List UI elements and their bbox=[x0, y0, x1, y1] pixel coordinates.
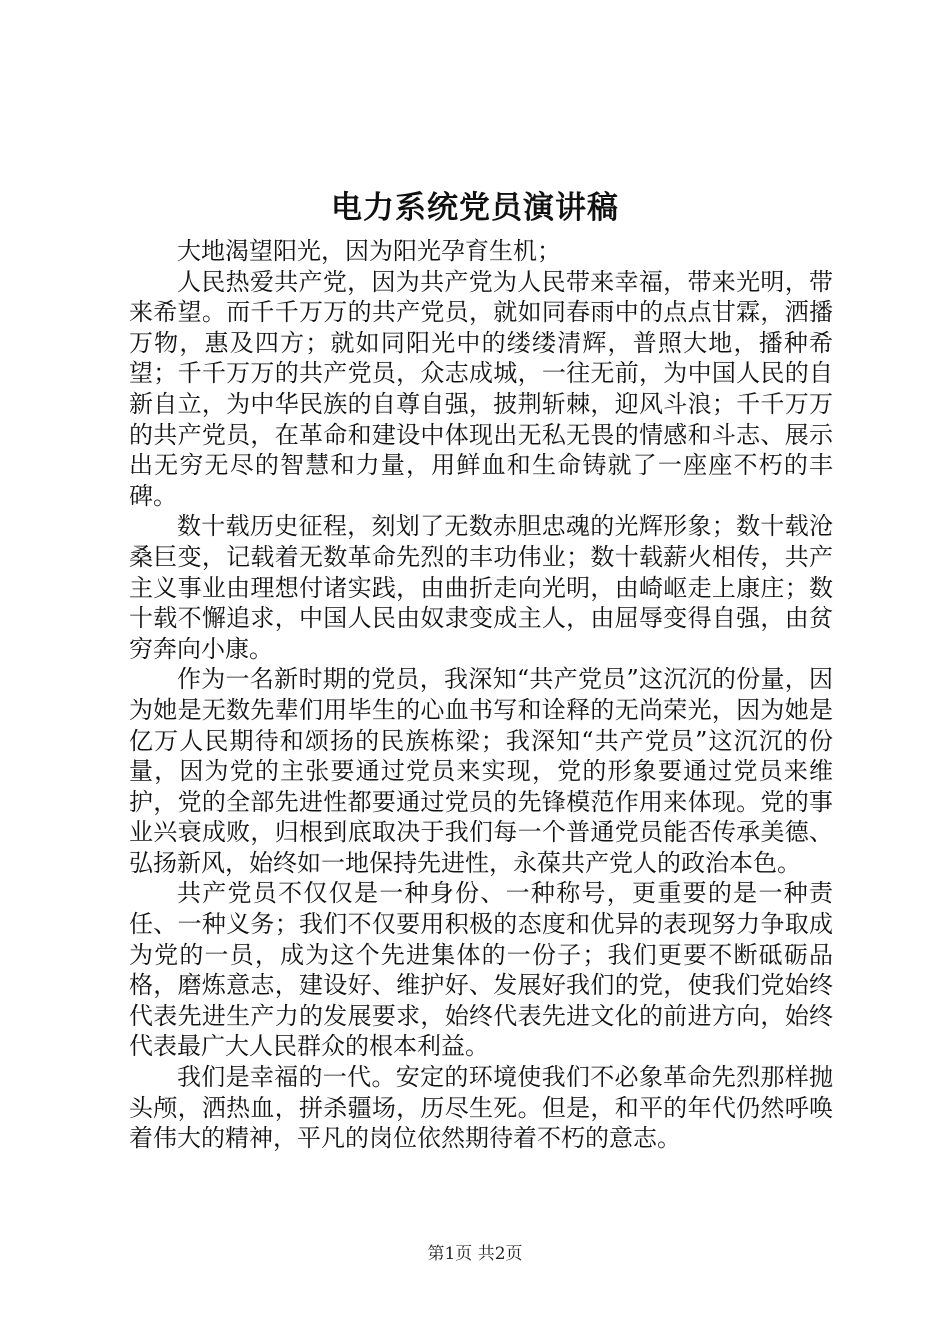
page-number-footer: 第1页 共2页 bbox=[427, 1244, 523, 1264]
paragraph: 人民热爱共产党，因为共产党为人民带来幸福，带来光明，带来希望。而千千万万的共产党员，就如同春雨中的点点甘霖，洒播万物，惠及四方；就如同阳光中的缕缕清辉，普照大地，播种希望；千千万万的共产党员，众志成城，一往无前，为中国人民的自新自立，为中华民族的自尊自强，披荆斩棘，迎风斗浪；千千万万的共产党员，在革命和建设中体现出无私无畏的情感和斗志、展示出无穷无尽的智慧和力量，用鲜血和生命铸就了一座座不朽的丰碑。 bbox=[129, 267, 833, 510]
paragraph: 共产党员不仅仅是一种身份、一种称号，更重要的是一种责任、一种义务；我们不仅要用积极的态度和优异的表现努力争取成为党的一员，成为这个先进集体的一份子；我们更要不断砥砺品格，磨炼意志，建设好、维护好、发展好我们的党，使我们党始终代表先进生产力的发展要求，始终代表先进文化的前进方向，始终代表最广大人民群众的根本利益。 bbox=[129, 879, 833, 1061]
paragraph: 我们是幸福的一代。安定的环境使我们不必象革命先烈那样抛头颅，洒热血，拼杀疆场，历尽生死。但是，和平的年代仍然呼唤着伟大的精神，平凡的岗位依然期待着不朽的意志。 bbox=[129, 1063, 833, 1153]
document-title: 电力系统党员演讲稿 bbox=[331, 190, 619, 226]
document-body bbox=[129, 236, 833, 1154]
paragraph: 大地渴望阳光，因为阳光孕育生机； bbox=[177, 237, 561, 265]
paragraph: 作为一名新时期的党员，我深知“共产党员”这沉沉的份量，因为她是无数先辈们用毕生的心血书写和诠释的无尚荣光，因为她是亿万人民期待和颂扬的民族栋梁；我深知“共产党员”这沉沉的份量，因为党的主张要通过党员来实现，党的形象要通过党员来维护，党的全部先进性都要通过党员的先锋模范作用来体现。党的事业兴衰成败，归根到底取决于我们每一个普通党员能否传承美德、弘扬新风，始终如一地保持先进性，永葆共产党人的政治本色。 bbox=[129, 665, 833, 877]
paragraph: 数十载历史征程，刻划了无数赤胆忠魂的光辉形象；数十载沧桑巨变，记载着无数革命先烈的丰功伟业；数十载薪火相传，共产主义事业由理想付诸实践，由曲折走向光明，由崎岖走上康庄；数十载不懈追求，中国人民由奴隶变成主人，由屈辱变得自强，由贫穷奔向小康。 bbox=[129, 512, 833, 663]
